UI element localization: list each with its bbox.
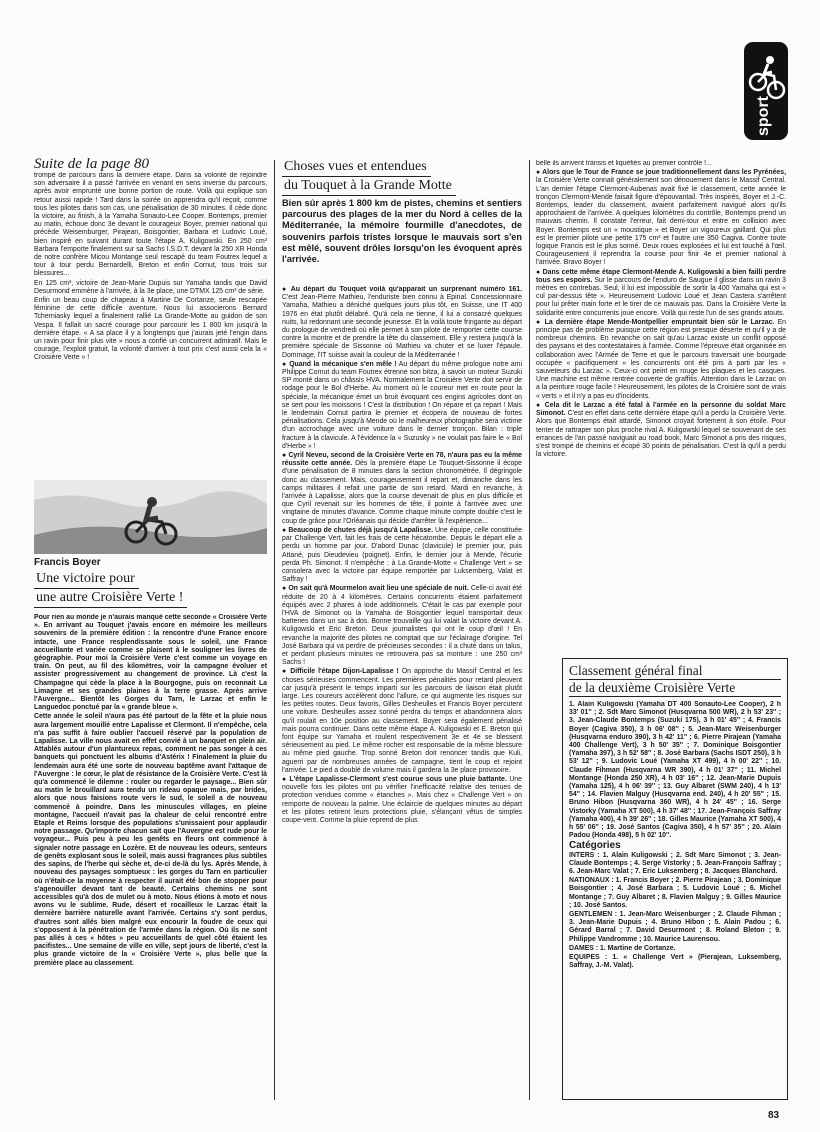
rider-photo [34, 480, 267, 554]
results-title-line: de la deuxième Croisière Verte [569, 679, 781, 697]
column-2 [282, 286, 522, 1100]
results-list: 1. Alain Kuligowski (Yamaha DT 400 Sonauto-Lee Cooper), 2 h 33' 01'' ; 2. Sdt Marc Simonot (Husqvarna 500 WR), 2 h 53' 23'' ; 3. Jean-Claude Bontemps (Suzuki 175), 3 h 01' 45'' ; 4. Francis Boyer (Cagiva 350), 3 h 06' 08'' ; 5. Jean-Marc Weisenburger (Husqvarna enduro 390), 3 h 42' 11'' ; 6. Pierre Pirajean (Yamaha 400 Challenge Vert), 3 h 50' 35'' ; 7. Dominique Boisgontier (Yamaha 397), 3 h 52' 58'' ; 8. José Barbara (Sachs ISDT 250), 3 h 53' 12'' ; 9. Ludovic Loué (Yamaha XT 499), 4 h 00' 22'' ; 10. Claude Fihman (Husqvarna WR 390), 4 h 01' 37'' ; 11. Michel Montange (Honda 250 XR), 4 h 03' 16'' ; 12. Jean-Marie Dupuis (Yamaha 125), 4 h 06' 39'' ; 13. Guy Albaret (SWM 240), 4 h 13' 54'' ; 14. Flavien Malguy (Husqvarna end. 240), 4 h 20' 55'' ; 15. Bruno Hibon (Husqvarna 360 WR), 4 h 24' 45'' ; 16. Serge Vistorky (Yamaha XT 500), 4 h 37' 48'' ; 17. Jean-François Saffray (Yamaha 400), 4 h 39' 26'' ; 18. Gilles Maurice (Yamaha XT 500), 4 h 55' 06'' ; 19. José Santos (Cagiva 350), 4 h 57' 35'' ; 20. Alain Padou (Honda 498), 5 h 02' 10''. [569, 701, 781, 840]
anecdote-body: Dès la première étape Le Touquet-Sissonne il écope d'une pénalisation de 8 minutes dans la section chronométrée. Il dégringole donc au classement. Mais, courageusement il repart et, dimanche dans les camps militaires il refait une partie de son retard. Mardi en revanche, à l'arrivée à Lapalisse, alors que la course devenait de plus en plus difficile et que Cyril revenait sur les hommes de tête, il pointe à l'arrivée avec une vingtaine de minutes d'avance. Comme chaque minute compte double c'est le coup de grâce pour l'Orléanais qui décide d'arrêter là l'expérience... [282, 460, 522, 525]
anecdote-lead: ● Beaucoup de chutes déjà jusqu'à Lapalisse. [282, 526, 434, 534]
headline-line: Choses vues et entendues [282, 158, 431, 177]
column-3 [536, 160, 786, 650]
col1-paragraph: trompé de parcours dans la dernière étape. Dans sa volonté de rejoindre son adversaire il a passé l'arrivée en venant en sens inverse du parcours, après avoir emprunté une bonne portion de route. Voilà qui explique son retour aussi rapide ! Tard dans la soirée on apprendra qu'il reçoit, comme tous les pilotes dans son cas, une pénalisation de 30 minutes. Il cède donc la victoire, au finish, à la Yamaha Sonauto-Lee Cooper. Bontemps, premier au matin, échoue donc 3e devant le courageux Boyer, premier national qui précède Weisemburger, Pirajean, Boisgontier, Barbara et Ludovic Loué, bien inspiré en suivant durant toute l'étape A. Kuligowski. En 250 cm³ Barbara l'emporte finalement sur sa Sachs I.S.D.T. devant la 250 XR Honda de notre confrère Micou Montange seul rescapé du team Foutrex lequel a tour à tour perdu Bernardelli, Breton et enfin Cornut, tous trois sur blessures... [34, 172, 267, 278]
anecdote-lead: ● Quand la mécanique s'en mêle ! [282, 360, 397, 368]
col1-paragraph: Enfin un beau coup de chapeau à Martine De Cortanze, seule rescapée féminine de cette difficile aventure. Nous lui associerons Bernard Tcherniasky lequel a finalement rallié La Grande-Motte au guidon de son Vespa. Il fallait un sacré courage pour parcourir les 1 800 km jusqu'à la dernière étape. « A sa place il y a longtemps que j'aurais jeté l'engin dans un ravin pour finir plus vite » nous a confié un concurrent admiratif. Mais le courage, l'exploit gratuit, la volonté d'arriver à tout prix c'est aussi cela la « Croisière Verte » ! [34, 297, 267, 362]
anecdote-body: Sur le parcours de l'enduro de Saugue il glisse dans un ravin 3 mètres en contrebas. Seul, il lui est impossible de sortir la 400 Yamaha qui est « cul par-dessus tête ». Heureusement Ludovic Loué et Jean Castera s'arrêtent pour lui prêter main forte et le tirer de ce mauvais pas. Dans la Croisière Verte la solidarité entre concurrents joue encore. Voilà qui reste l'un de ses grands atouts. [536, 276, 786, 317]
column-divider [274, 160, 275, 1100]
categories-title: Catégories [569, 840, 621, 852]
anecdote-lead: ● Cyril Neveu, second de la Croisière Verte en 78, n'aura pas eu la même réussite cette année. [282, 452, 522, 468]
results-body [569, 701, 781, 1095]
anecdote-body: C'est Jean-Pierre Mathieu, l'enduriste bien connu à Epinal. Concessionnaire Yamaha, Mathieu a déniché quelques jours plus tôt, en Suisse, une IT 400 1976 en état plutôt délabré. Qu'à cela ne tienne, il lui a consacré quelques nuits, lui redonnant une seconde jeunesse. Et la voilà toute fringante au départ du prologue de vendredi où elle permet à son pilote de remporter cette course contre la montre et de prendre la tête du classement. Elle y restera jusqu'à la première spéciale de Sissonne où Mathieu va chuter et se luxer l'épaule. Dommage, l'IT suisse avait la couleur de la Méditerranée ! [282, 294, 522, 359]
headline-line: du Touquet à la Grande Motte [282, 177, 456, 196]
anecdote-body: On approche du Massif Central et les choses sérieuses commencent. Les premières pénalités pour retard pleuvent car jusqu'à présent le temps imparti sur les parcours de liaison était plutôt large. Les coureurs accélèrent donc l'allure, ce qui augmente les risques sur les petites routes. Deux favoris, Gilles Desheulles et Francis Boyer percutent une voiture. Desheulles assez sonné perdra du temps et abandonnera alors qu'il roulait en 10e position au classement. Boyer sera également pénalisé mais pourra continuer. Dans cette même étape A. Kuligowski et E. Breton qui font équipe sur Yamaha et roulent respectivement 3e et 4e se blessent sérieusement au pied. Le même rocher est responsable de la même blessure au même pied gauche. Trop sonné Breton doit renoncer tandis que Kuli, aguerri par de nombreuses années de campagne, tient le coup et rejoint l'arrivée. Le pied a doublé de volume mais il gardera la 3e place provisoire. [282, 668, 522, 774]
anecdote-body: belle ils arrivent transis et liquéfiés au premier contrôle !... [536, 160, 712, 167]
anecdote-body: Celle-ci avait été réduite de 20 à 4 kilomètres. Certains concurrents étaient parfaitement équipés avec 2 phares à iode additionnels. C'était le cas par exemple pour l'HVA de Simonot ou la Yamaha de Boisgontier lequel transportait deux batteries dans un sac à dos. Bonne trouvaille qui lui valait la victoire devant A. Kuligowski et Eric Breton. Deux journalistes qui ont le coup d'œil ! En revanche la majorité des pilotes ne comptait que sur l'éclairage d'origine. Tel José Barbara qui va perdre de précieuses secondes : il a chuté dans un talus, et perdant plusieurs minutes ne retrouvera pas sa monture : une 250 cm³ Sachs ! [282, 585, 522, 667]
headline-line: une autre Croisière Verte ! [34, 589, 187, 608]
anecdote-body: Au départ du même prologue notre ami Philippe Cornut du team Foutrex étrenne son bitza, à savoir un moteur Suzuki SP monté dans un châssis HVA. Normalement la Croisière Verte doit servir de rodage pour le Bol d'Herbe. Au moment où le coureur met en route pour la spéciale, la mécanique émet un bruit évoquant ces engins agricoles dont on se sert pour les moissons ! C'est la distribution ! On répare et ça repart ! Mais le lendemain Cornut partira le premier et écopera de nouveau de fortes pénalisations. Cela jusqu'à Mende où le malheureux photographe sera victime d'un accrochage avec une voiture dans le dernier tronçon. Bilan : triple fracture à la clavicule. A l'évidence la « Suzusky » ne voulait pas faire le « Bol d'Herbe » ! [282, 360, 522, 450]
anecdote-lead: ● Dans cette même étape Clermont-Mende A. Kuligowski a bien failli perdre tous ses espoirs. [536, 268, 786, 284]
category-results: EQUIPES : 1. « Challenge Vert » (Pierajean, Luksemberg, Saffray, J.-M. Valat). [569, 954, 781, 970]
anecdote-lead: ● La dernière étape Mende-Montpellier empruntait bien sûr le Larzac. [536, 318, 775, 326]
sport-badge [744, 42, 788, 140]
anecdote-body: Une équipe, celle constituée par Challenge Vert, fait les frais de cette hécatombe. Depuis le départ elle a perdu un homme par jour. D'abord Dunac (clavicule) le premier jour, puis Attané, puis Dieudevieu (poignet). Enfin, le dernier jour à Mende, l'écurie perda Ph. Simonot. Il n'empêche : à La Grande-Motte « Challenge Vert » se consolera avec la victoire par équipe remportée par Luksemberg, Valat et Saffray ! [282, 526, 522, 584]
col2-lede: Bien sûr après 1 800 km de pistes, chemins et sentiers parcourus des plages de la mer du Nord à celles de la Méditerranée, la mémoire fourmille d'anecdotes, de souvenirs parfois tristes lorsque le mauvais sort s'en est mêlé, souvent drôles lorsqu'on les évoquent après l'arrivée. [282, 198, 522, 265]
anecdote-lead: ● Cela dit le Larzac a été fatal à l'armée en la personne du soldat Marc Simonot. [536, 401, 786, 418]
rider-photo-image [34, 480, 267, 554]
anecdote-body: C'est en effet dans cette dernière étape qu'il a perdu la Croisière Verte. Alors que Bontemps était attardé, Simonot croyait fortement à son étoile. Pour tenter de rattraper son plus proche rival A. Kuligowski lequel se souvenant de ses errances de l'an passé naviguait au road book, Marc Simonot a pris des risques, s'est trompé de chemins et écopé 30 points de pénalisation. C'est là qu'il a perdu la victoire. [536, 410, 786, 459]
anecdote-body: Une nouvelle fois les pilotes ont pu vérifier l'inefficacité relative des tenues de protection vendues comme « étanches ». Mais chez « Challenge Vert » on remporte de nouveau la palme. Une éclaircie de quelques minutes au départ et les pilotes retirent leurs protections pluie, s'élançant vêtus de simples coupe-vent. Comme la pluie reprend de plus [282, 775, 522, 824]
headline-line: Une victoire pour [34, 570, 139, 589]
col1-paragraph: En 125 cm³, victoire de Jean-Marie Dupuis sur Yamaha tandis que David Desurmond emmène à l'arrivée, à la 3e place, une DTMX 125 cm³ de série. [34, 279, 267, 295]
col1-body: Cette année le soleil n'aura pas été partout de la fête et la pluie nous aura largement mouillé entre Lapalisse et Clermont. Il n'empêche, cela n'a pas suffit à faire oublier l'accueil réservé par la population de Lapalisse. La ville nous avait en effet convié à un banquet en plein air. Attablés autour d'un plantureux repas, comment ne pas songer à ces banquets qui ponctuent les albums d'Astérix ! Finalement la pluie du lendemain aura été une sorte de nouveau baptême avant l'attaque de l'Auvergne : le cœur, le plat de résistance de la Croisière Verte. C'est là qu'a commencé le dilemne : rouler ou regarder le paysage... Bien sûr au matin le brouillard aura tendu un rideau opaque mais, par brides, alors que nous faisions route vers le sud, le soleil a de nouveau commencé à poindre. Dans les minuscules villages, en pleine montagne, l'accueil n'avait pas la chaleur de celui rencontré entre Etaple et Reims lorsque des populations s'unissaient pour applaudir notre passage. Qu'importe chacun sait que l'Auvergne est rude pour le voyageur... Puis peu à peu les genêts en fleurs ont commencé à signaler notre passage en Lozère. Et de nouveau les odeurs, senteurs de genêts explosant sous le soleil, mais aussi fragrances plus subtiles des sapins, de l'herbe qui sèche et, de-ci de-là du lys. Après Mende, à nouveau des paysages somptueux : les gorges du Tarn en particulier où n'était-ce la moyenne à respecter il aurait été bon de stopper pour s'agenouiller devant tant de beauté. Certains chemins ne sont accessibles qu'à dos de mulet ou à moto. Nous étions à moto et nous avons vu le sublime. Rude, désert et rocailleux le Larzac était la dernière barrière naturelle avant l'arrivée. Certains s'y sont perdus, d'autres sont allés bien malgré eux encourir la foudre de ceux qui s'opposent à la pénétration de l'armée dans la région. Où ils ne sont pas allés à ces « hôtes » peu accueillants de quel côté étaient les pacifistes... Une semaine de ville en ville, sept jours de liberté, c'est la plus grande victoire de la « Croisière Verte », plus belle que la première place au classement. [34, 713, 267, 967]
results-box [562, 658, 788, 1100]
category-results: INTERS : 1. Alain Kuligowski ; 2. Sdt Marc Simonot ; 3. Jean-Claude Bontemps ; 4. Serge Vistorky ; 5. Jean-François Saffray ; 6. Jean-Marc Valat ; 7. Eric Luksemberg ; 8. Jacques Blanchard. [569, 851, 781, 876]
anecdote-lead: ● L'étape Lapalisse-Clermont s'est courue sous une pluie battante. [282, 775, 507, 783]
page-number: 83 [768, 1110, 780, 1121]
anecdote-lead: ● Alors que le Tour de France se joue traditionnellement dans les Pyrénées, [536, 169, 786, 177]
category-results: GENTLEMEN : 1. Jean-Marc Weisenburger ; 2. Claude Fihman ; 3. Jean-Marie Dupuis ; 4. Bruno Hibon ; 5. Alain Padou ; 6. Gérard Barral ; 7. David Desurmont ; 8. Roland Bleton ; 9. Philippe Vandromme ; 10. Maurice Laurensou. [569, 911, 781, 943]
column-1-bottom [34, 614, 267, 1100]
photo-caption: Francis Boyer [34, 557, 101, 568]
results-title-line: Classement général final [569, 663, 703, 678]
continuation-kicker: Suite de la page 80 [34, 156, 149, 172]
article-headline-victoire [34, 570, 274, 608]
anecdote-body: En principe pas de problème puisque cette région est presque déserte et qu'il y a de nombreux chemins. En revanche on sait qu'au Larzac existe un conflit opposé des paysans et des contestataires à l'armée. Comme l'épreuve était organisée en collaboration avec l'Armée de Terre et que le parcours traversait une bourgade occupée « pacifiquement » les concurrents ont été pris à parti par les « sauveteurs du Larzac ». Ceux-ci ont peint en rouge les plaques et les casques. Une machine est même rentrée couverte de graffitis. Attention dans le Larzac on a la peinture rouge facile ! Heureusement, les pilotes de la Croisière sont de vrais « verts » et il n'y a pas eu d'incidents. [536, 318, 786, 400]
article-headline-choses [282, 158, 522, 196]
anecdote-lead: ● Difficile l'étape Dijon-Lapalisse ! [282, 668, 399, 676]
column-divider [529, 160, 530, 1100]
results-title [569, 663, 781, 697]
category-results: NATIONAUX : 1. Francis Boyer ; 2. Pierre Pirajean ; 3. Dominique Boisgontier ; 4. José Barbara ; 5. Ludovic Loué ; 6. Michel Montange ; 7. Guy Albaret ; 8. Flavien Malguy ; 9. Gilles Maurice ; 10. José Santos. [569, 877, 781, 909]
sport-badge-label: sport [755, 96, 772, 136]
anecdote-body: la Croisière Verte connait généralement son dénouement dans le Massif Central. L'an dernier l'étape Clermont-Aubenas avait fixé le classement, cette année le tronçon Clermont-Mende faisait figure d'épouvantail. Très inspirés, Boyer et J.-C. Bontemps, leader du classement, avaient parfaitement navigué alors qu'ils approchaient de l'arrivée. A quelques kilomètres du contrôle, Bontemps prend un mauvais chemin. Il constate l'erreur, fait demi-tour et entre en collision avec Boyer. Bontemps est un « moustique » et Boyer un vigoureux gaillard. Qui plus est le premier pilote une petite 175 cm³ et l'autre une 350 Cagiva. Contre toute logique Francis est le plus sonné. Deux roues explosées et lui est touché à l'œil. Courageusement il reprendra la course pour finir 4e et premier national à l'arrivée. Bravo Boyer ! [536, 177, 786, 267]
column-1-top [34, 172, 267, 478]
anecdote-lead: ● Au départ du Touquet voilà qu'apparait un surprenant numéro 161. [282, 286, 522, 293]
category-results: DAMES : 1. Martine de Cortanze. [569, 944, 676, 952]
col1-lede: Pour rien au monde je n'aurais manqué cette seconde « Croisière Verte ». En arrivant au Touquet j'avais encore en mémoire les meilleurs souvenirs de la première édition : la rencontre d'une France encore intacte, une France resplendissante sous le soleil, une France accueillante et variée comme se plaisent à le souligner les livres de géographie. Pour moi la Croisière Verte c'est comme un voyage en train. On peut, au fil des kilomètres, voir la campagne évoluer et assister progressivement au changement de province. Là c'est la Champagne qui cède la place à la Bourgogne, puis on reconnait La Limagne et ses grandes plaines à la terre grasse. Après arrive l'Auvergne... Bientôt les Gorges du Tarn, le Larzac et enfin le Languedoc ponctué par la « grande bleue ». [34, 614, 267, 712]
anecdote-lead: ● On sait qu'à Mourmelon avait lieu une spéciale de nuit. [282, 585, 469, 593]
